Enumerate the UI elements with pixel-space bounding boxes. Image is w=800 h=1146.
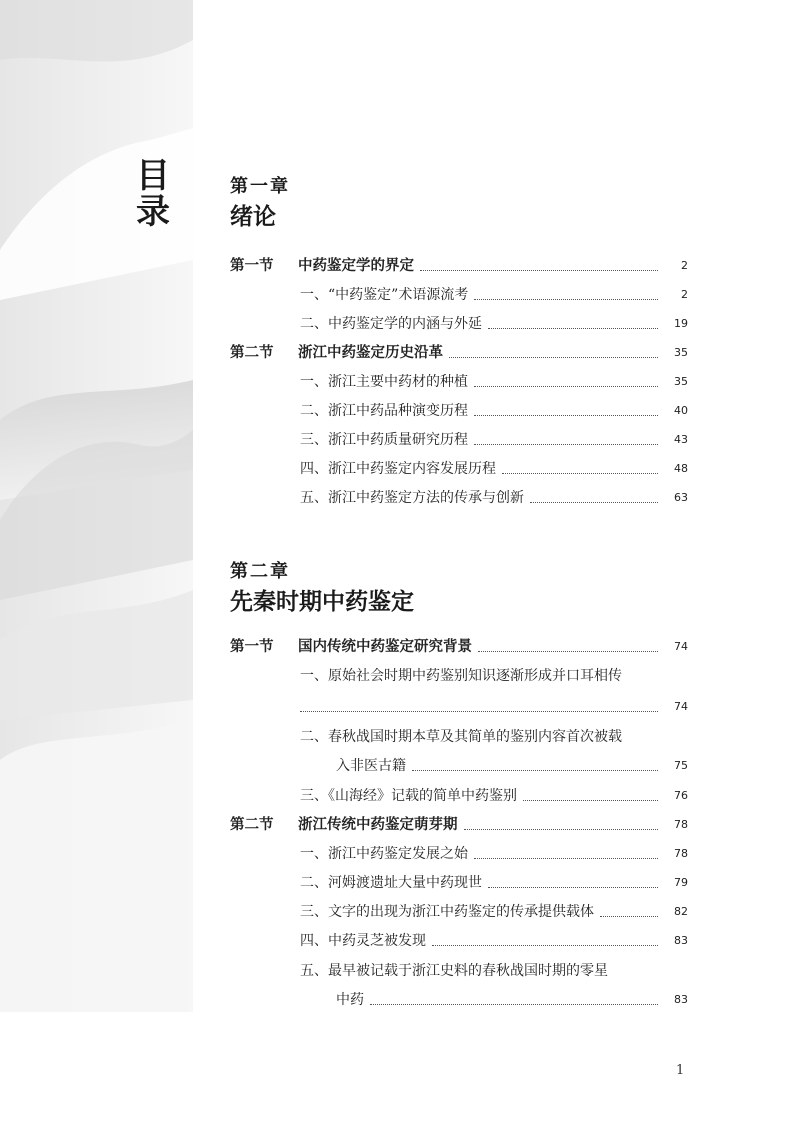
- toc-entry[interactable]: 第一节 中药鉴定学的界定 2: [230, 257, 688, 274]
- toc-entry[interactable]: 一、“中药鉴定”术语源流考 2: [300, 287, 688, 303]
- chapter-title: 绪论: [230, 204, 276, 230]
- toc-entry[interactable]: 第二节 浙江中药鉴定历史沿革 35: [230, 344, 688, 361]
- toc-entry-line[interactable]: 一、原始社会时期中药鉴别知识逐渐形成并口耳相传: [300, 668, 622, 684]
- toc-entry[interactable]: 四、浙江中药鉴定内容发展历程 48: [300, 461, 688, 477]
- decorative-sidebar: [0, 0, 193, 1012]
- toc-entry[interactable]: 三、《山海经》记载的简单中药鉴别 76: [300, 788, 688, 804]
- toc-entry[interactable]: 二、浙江中药品种演变历程 40: [300, 403, 688, 419]
- chapter-title: 先秦时期中药鉴定: [230, 589, 414, 615]
- chapter-1-heading: [230, 176, 290, 232]
- toc-entry[interactable]: 五、浙江中药鉴定方法的传承与创新 63: [300, 490, 688, 506]
- page-number: 1: [676, 1063, 685, 1078]
- toc-entry[interactable]: 第二节 浙江传统中药鉴定萌芽期 78: [230, 816, 688, 833]
- toc-entry-continuation[interactable]: 中药 83: [336, 992, 688, 1008]
- toc-entry[interactable]: 二、中药鉴定学的内涵与外延 19: [300, 316, 688, 332]
- toc-entry[interactable]: 一、浙江主要中药材的种植 35: [300, 374, 688, 390]
- chapter-2-heading: [230, 561, 414, 617]
- chapter-label: 第一章: [230, 176, 290, 197]
- ink-mountain-illustration: [0, 0, 193, 1012]
- toc-entry[interactable]: 三、文字的出现为浙江中药鉴定的传承提供载体 82: [300, 904, 688, 920]
- toc-entry[interactable]: 一、浙江中药鉴定发展之始 78: [300, 846, 688, 862]
- toc-entry-continuation[interactable]: 74: [300, 697, 688, 717]
- toc-entry[interactable]: 第一节 国内传统中药鉴定研究背景 74: [230, 638, 688, 655]
- chapter-label: 第二章: [230, 561, 290, 582]
- toc-entry[interactable]: 四、中药灵芝被发现 83: [300, 933, 688, 949]
- toc-entry[interactable]: 二、河姆渡遗址大量中药现世 79: [300, 875, 688, 891]
- toc-entry-line[interactable]: 五、最早被记载于浙江史料的春秋战国时期的零星: [300, 963, 608, 979]
- toc-entry-continuation[interactable]: 入非医古籍 75: [336, 758, 688, 774]
- toc-heading: 目 录: [136, 156, 170, 232]
- toc-entry[interactable]: 三、浙江中药质量研究历程 43: [300, 432, 688, 448]
- toc-entry-line[interactable]: 二、春秋战国时期本草及其简单的鉴别内容首次被载: [300, 729, 622, 745]
